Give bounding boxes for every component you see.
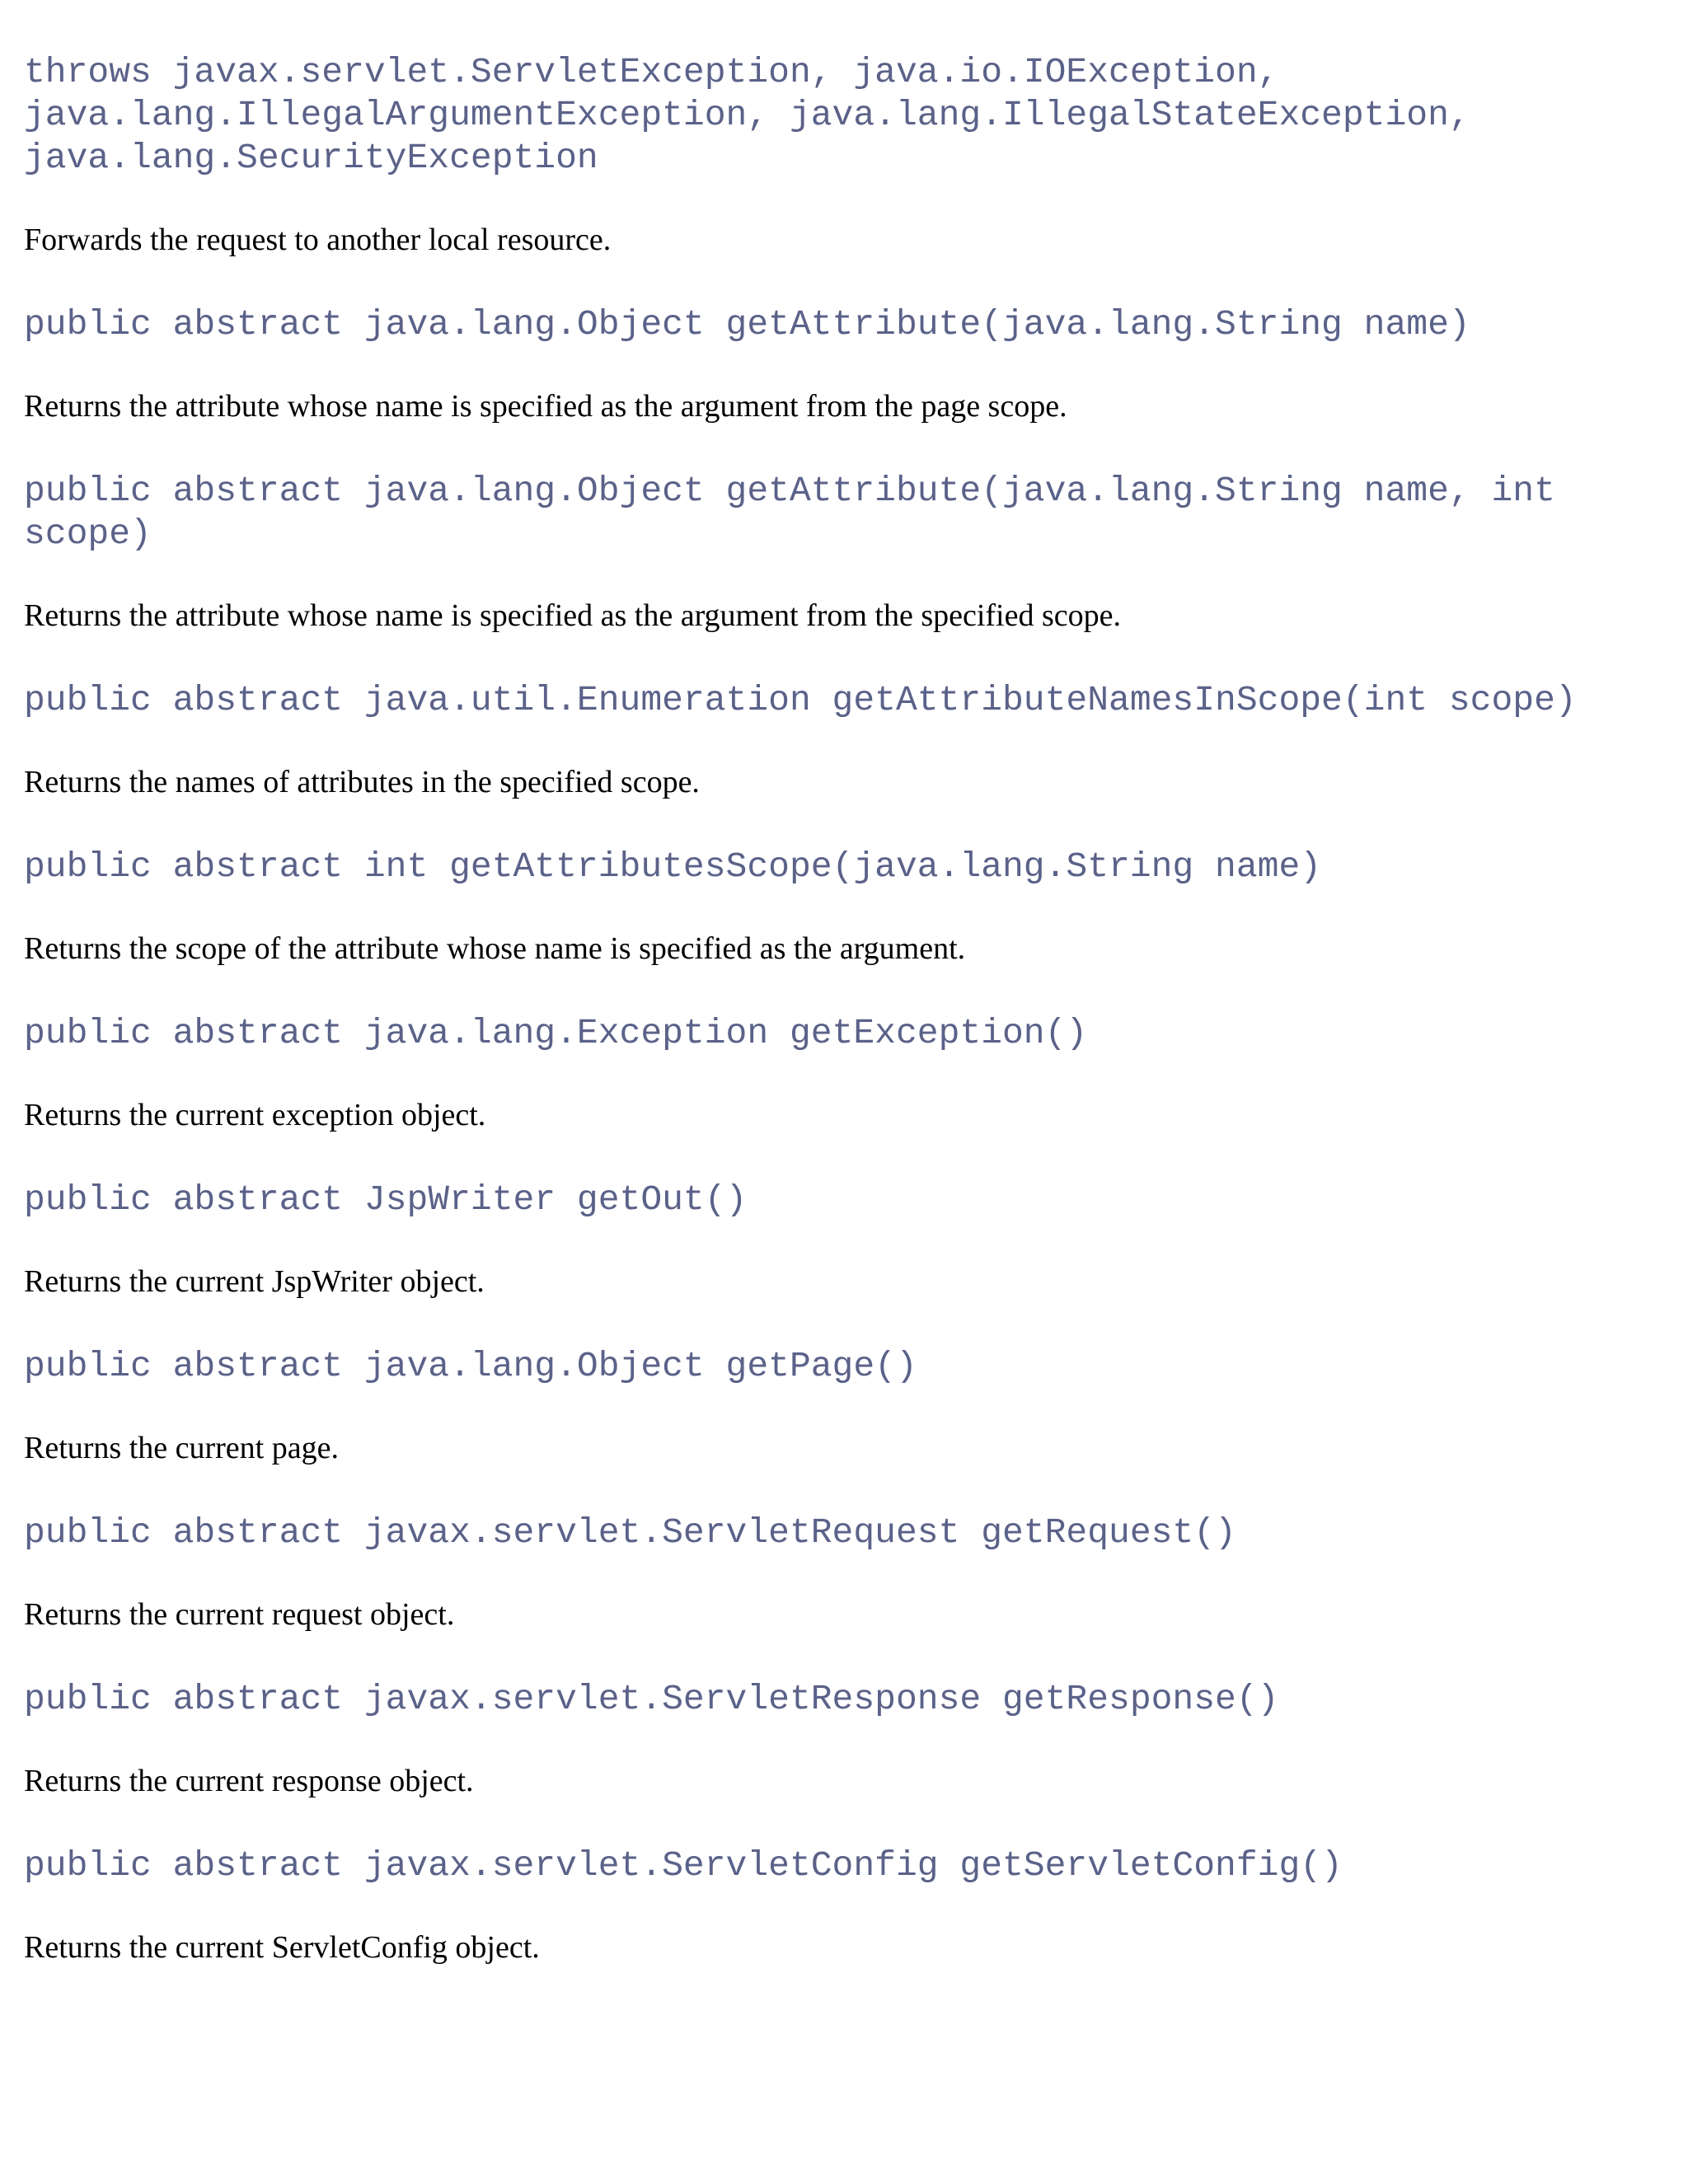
throws-line: java.lang.IllegalArgumentException, java.lang.IllegalStateException,: [24, 95, 1470, 135]
throws-line: java.lang.SecurityException: [24, 138, 598, 178]
method-description: Returns the current request object.: [24, 1597, 455, 1632]
method-description: Forwards the request to another local resource.: [24, 223, 612, 257]
method-signature: public abstract java.lang.Object getAttribute(java.lang.String name): [24, 304, 1470, 344]
method-description: Returns the attribute whose name is specified as the argument from the specified scope.: [24, 598, 1122, 633]
throws-clause: [24, 51, 1664, 180]
method-signature: public abstract java.lang.Object getAttribute(java.lang.String name, int scope): [24, 471, 1577, 554]
throws-line: throws javax.servlet.ServletException, java.io.IOException,: [24, 52, 1279, 92]
method-signature: public abstract int getAttributesScope(java.lang.String name): [24, 846, 1322, 887]
method-description: Returns the current ServletConfig object.: [24, 1930, 540, 1965]
method-signature: public abstract java.lang.Exception getException(): [24, 1013, 1088, 1053]
method-signature: public abstract JspWriter getOut(): [24, 1179, 748, 1220]
method-signature: public abstract java.lang.Object getPage(): [24, 1346, 917, 1386]
method-description: Returns the attribute whose name is specified as the argument from the page scope.: [24, 389, 1067, 424]
method-description: Returns the names of attributes in the specified scope.: [24, 765, 700, 799]
method-description: Returns the scope of the attribute whose name is specified as the argument.: [24, 931, 966, 966]
method-description: Returns the current page.: [24, 1431, 339, 1465]
method-description: Returns the current exception object.: [24, 1098, 486, 1132]
method-signature: public abstract javax.servlet.ServletRequest getRequest(): [24, 1512, 1236, 1553]
api-reference-page: [24, 51, 1664, 1966]
method-description: Returns the current JspWriter object.: [24, 1264, 485, 1299]
method-signature: public abstract javax.servlet.ServletResponse getResponse(): [24, 1679, 1279, 1719]
method-signature: public abstract javax.servlet.ServletConfig getServletConfig(): [24, 1845, 1343, 1886]
method-signature: public abstract java.util.Enumeration getAttributeNamesInScope(int scope): [24, 680, 1577, 720]
method-description: Returns the current response object.: [24, 1764, 474, 1798]
